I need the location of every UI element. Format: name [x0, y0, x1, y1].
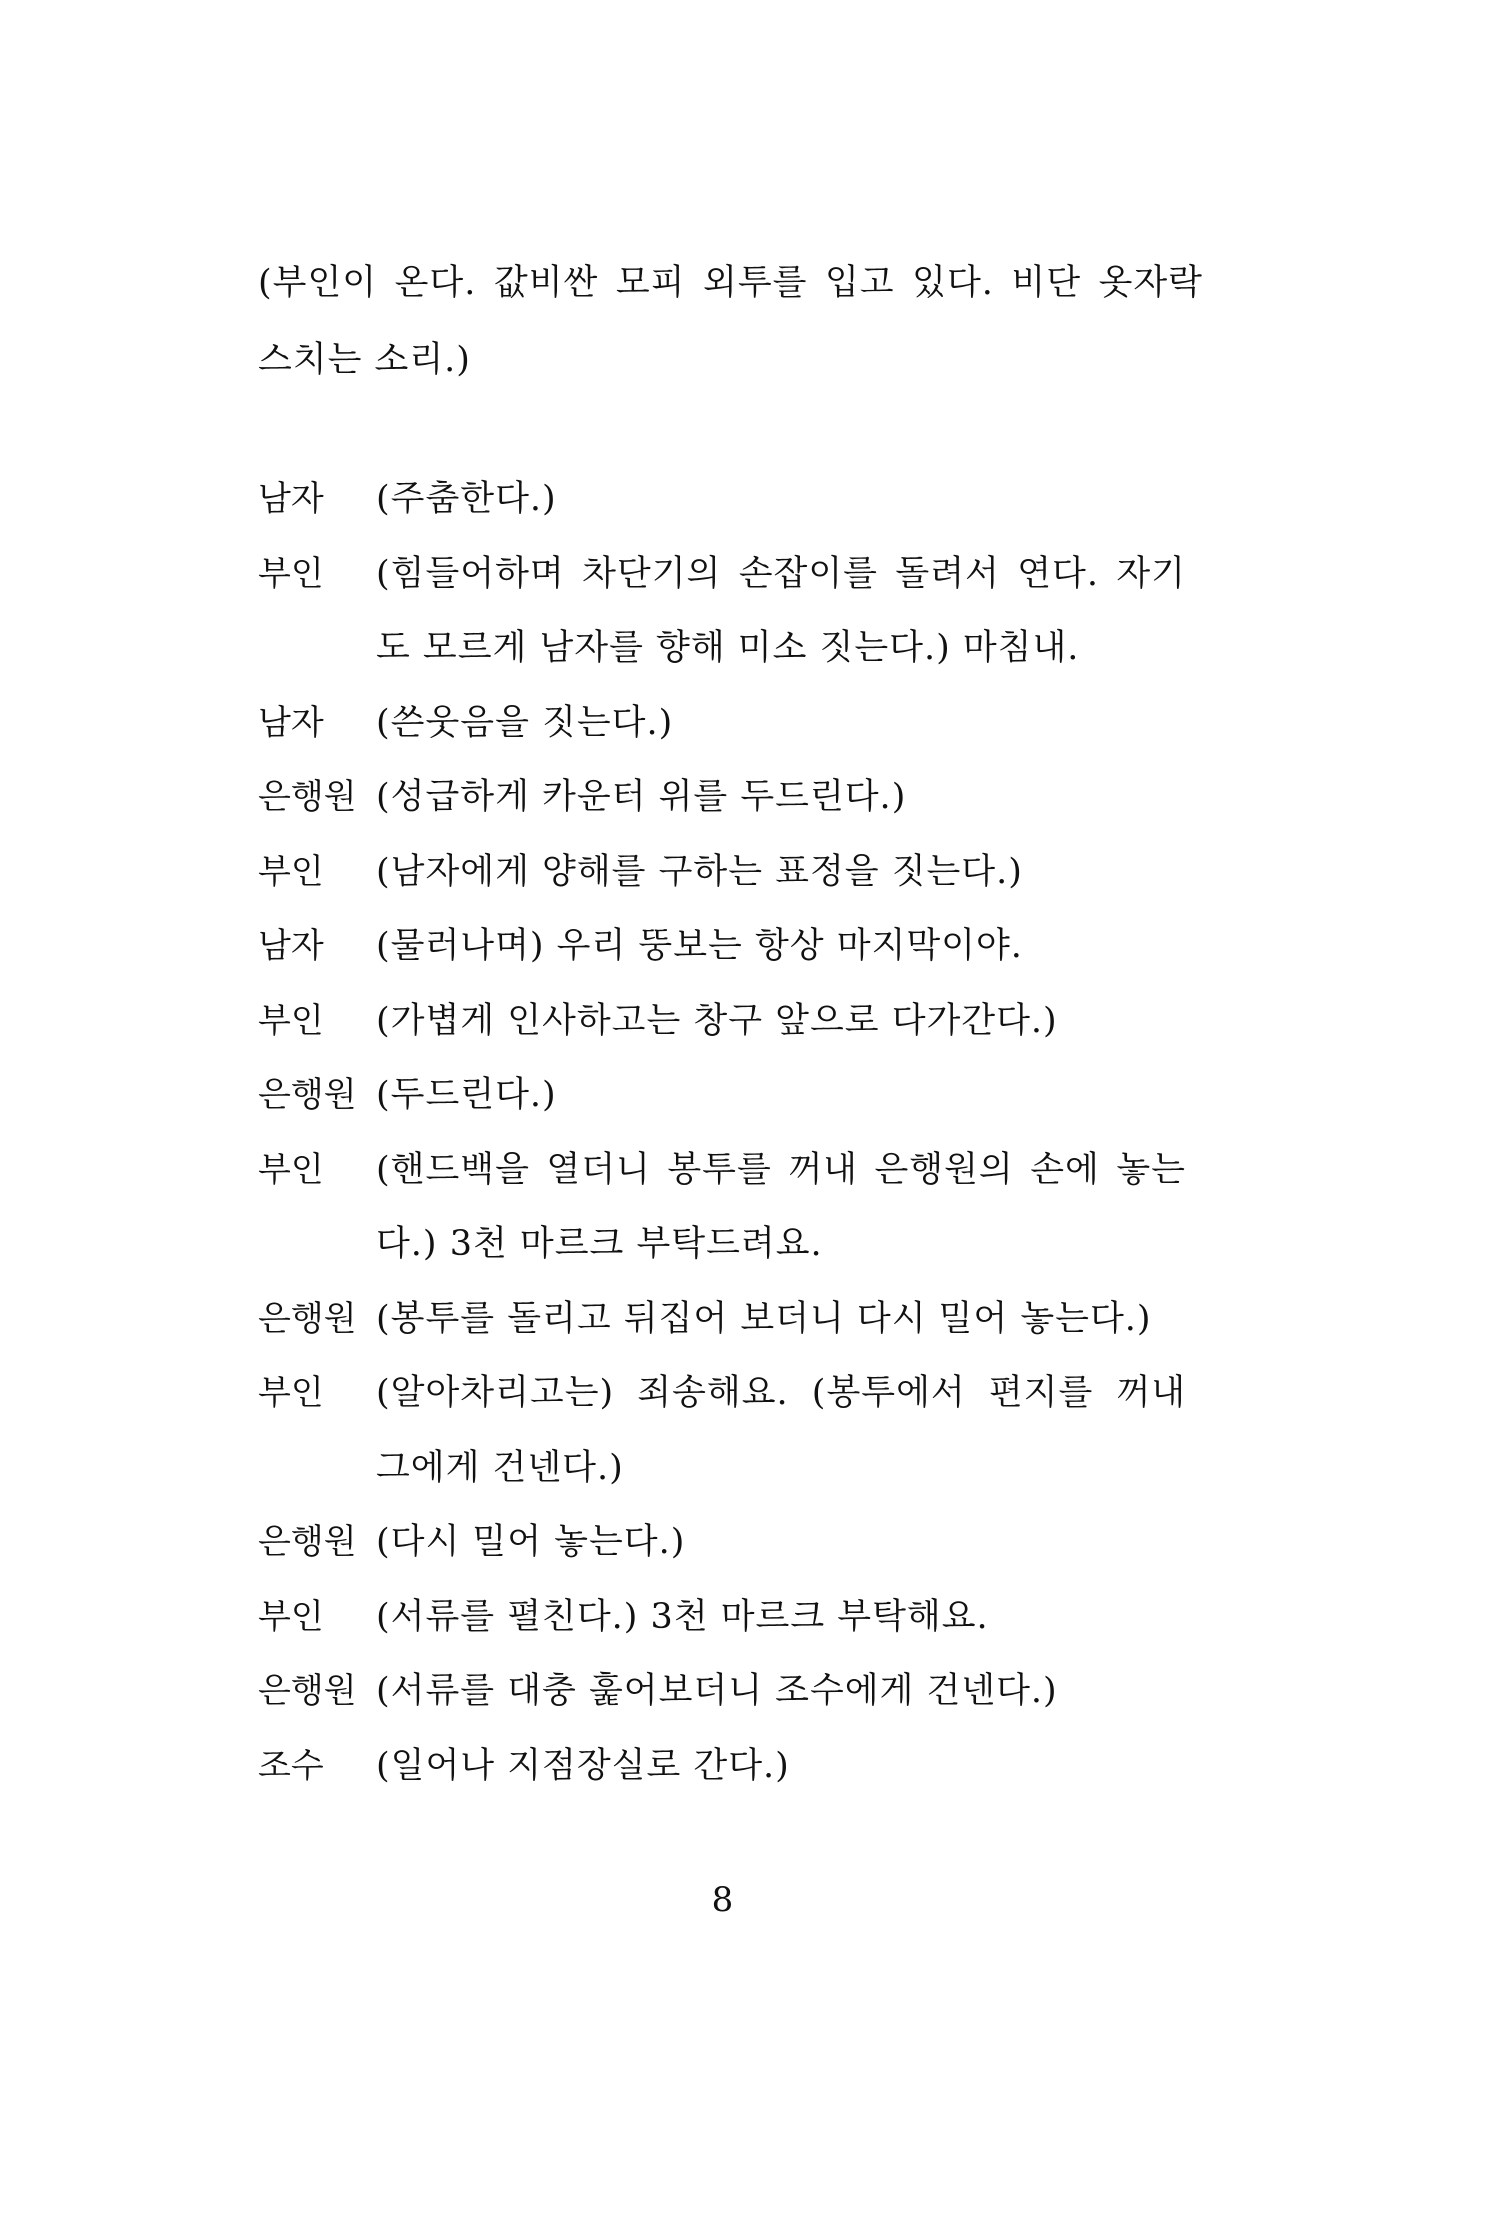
dialogue-line — [258, 1058, 1218, 1133]
dialogue-line — [258, 1505, 1218, 1580]
dialogue-line — [258, 686, 1218, 761]
speaker-label: 조수 — [258, 1745, 324, 1786]
speech-text: (힘들어하며 차단기의 손잡이를 돌려서 연다. 자기도 모르게 남자를 향해 미소 짓는다.) 마침내. — [376, 553, 1186, 668]
speech-text: (쓴웃음을 짓는다.) — [376, 702, 674, 743]
speaker-label: 은행원 — [258, 1298, 357, 1339]
speaker-label: 남자 — [258, 479, 324, 519]
speech-text: (두드린다.) — [376, 1075, 557, 1115]
dialogue-line — [258, 1133, 1218, 1282]
dialogue-line — [258, 1356, 1218, 1505]
dialogue-line — [258, 909, 1218, 984]
speaker-label: 은행원 — [258, 1075, 357, 1115]
page-number: 8 — [711, 1880, 734, 1920]
speaker-label: 은행원 — [258, 777, 357, 817]
speaker-label: 은행원 — [258, 1522, 357, 1562]
speaker-label: 부인 — [258, 851, 324, 892]
speaker-label: 부인 — [258, 1596, 324, 1637]
dialogue-line — [258, 984, 1218, 1059]
dialogue-line — [258, 835, 1218, 910]
speaker-label: 부인 — [258, 1149, 324, 1190]
dialogue-line — [258, 1654, 1218, 1729]
speech-text: (봉투를 돌리고 뒤집어 보더니 다시 밀어 놓는다.) — [376, 1298, 1152, 1339]
speech-text: (주춤한다.) — [376, 479, 557, 519]
dialogue-line — [258, 537, 1218, 686]
stage-direction: (부인이 온다. 값비싼 모피 외투를 입고 있다. 비단 옷자락 스치는 소리.) — [258, 263, 1203, 380]
speaker-label: 부인 — [258, 1373, 324, 1413]
speech-text: (다시 밀어 놓는다.) — [376, 1522, 686, 1562]
speech-text: (남자에게 양해를 구하는 표정을 짓는다.) — [376, 851, 1023, 892]
speech-text: (가볍게 인사하고는 창구 앞으로 다가간다.) — [376, 1000, 1058, 1041]
speaker-label: 부인 — [258, 553, 324, 594]
speech-text: (성급하게 카운터 위를 두드린다.) — [376, 777, 907, 817]
speaker-label: 남자 — [258, 702, 324, 743]
speech-text: (물러나며) 우리 뚱보는 항상 마지막이야. — [376, 926, 1023, 966]
dialogue-line — [258, 1580, 1218, 1655]
speech-text: (일어나 지점장실로 간다.) — [376, 1745, 790, 1786]
speech-text: (알아차리고는) 죄송해요. (봉투에서 편지를 꺼내 그에게 건넨다.) — [376, 1373, 1186, 1488]
dialogue-line — [258, 1282, 1218, 1357]
dialogue-line — [258, 1729, 1218, 1804]
dialogue-line — [258, 760, 1218, 835]
speech-text: (핸드백을 열더니 봉투를 꺼내 은행원의 손에 놓는다.) 3천 마르크 부탁드려요. — [376, 1149, 1186, 1264]
speech-text: (서류를 펼친다.) 3천 마르크 부탁해요. — [376, 1596, 989, 1637]
dialogue-list — [258, 462, 1218, 1803]
speech-text: (서류를 대충 훑어보더니 조수에게 건넨다.) — [376, 1671, 1058, 1711]
speaker-label: 은행원 — [258, 1671, 357, 1711]
dialogue-line — [258, 462, 1218, 537]
speaker-label: 남자 — [258, 926, 324, 966]
speaker-label: 부인 — [258, 1000, 324, 1041]
